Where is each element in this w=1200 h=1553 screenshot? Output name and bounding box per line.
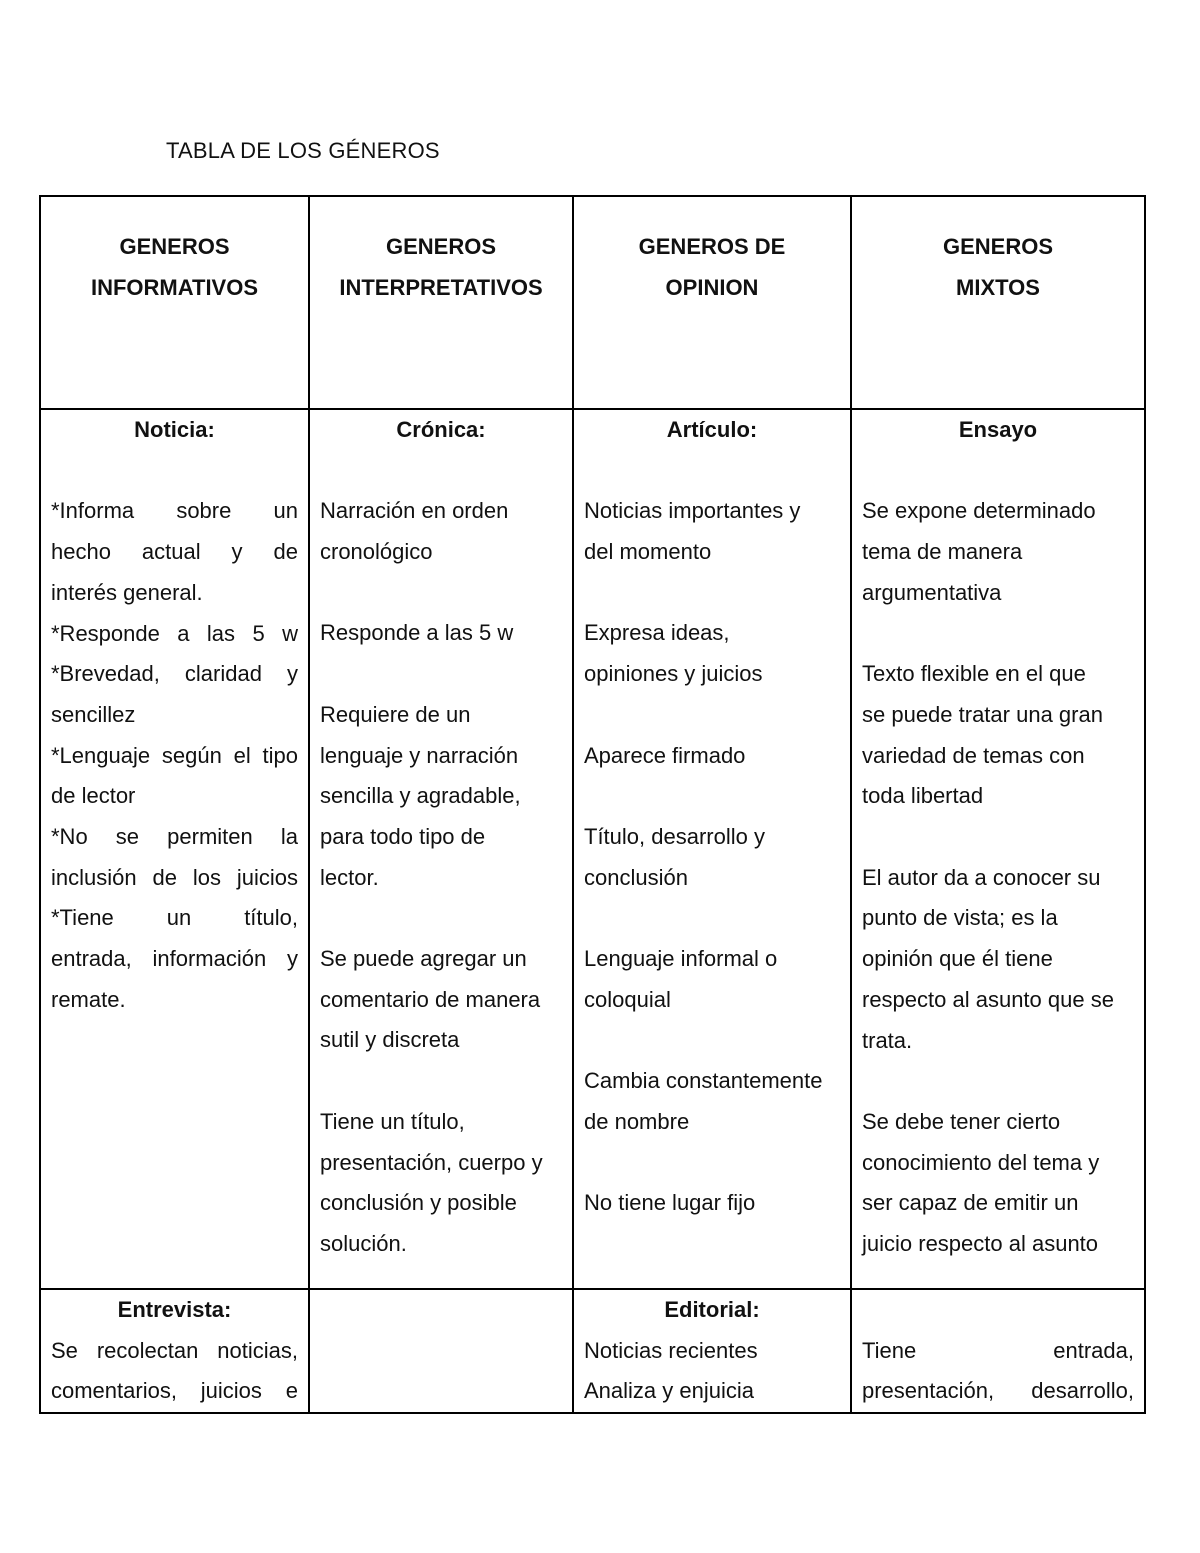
- cell-text-line: tema de manera: [862, 539, 1023, 565]
- cell-heading: Noticia:: [134, 417, 215, 442]
- cell-text-line: comentario de manera: [320, 986, 541, 1012]
- cell-text-line: Noticias importantes y: [584, 498, 801, 524]
- cell-text-line: Tiene entrada,: [862, 1337, 1134, 1363]
- cell-text-line: Responde a las 5 w: [320, 620, 514, 646]
- cell-text-line: remate.: [51, 986, 126, 1012]
- cell-heading: Entrevista:: [117, 1297, 232, 1322]
- header-informativos: [40, 196, 309, 409]
- header-line: INFORMATIVOS: [90, 275, 259, 300]
- cell-text-line: del momento: [584, 539, 712, 565]
- cell-text-line: Lenguaje informal o: [584, 946, 778, 972]
- cell-text-line: Noticias recientes: [584, 1337, 758, 1363]
- cell-text-line: presentación, desarrollo,: [862, 1378, 1134, 1404]
- header-line: INTERPRETATIVOS: [339, 275, 543, 300]
- cell-text-line: Texto flexible en el que: [862, 661, 1086, 687]
- cell-text-line: entrada, información y: [51, 946, 298, 972]
- cell-text-line: sencilla y agradable,: [320, 783, 521, 809]
- cell-text-line: Analiza y enjuicia: [584, 1378, 754, 1404]
- table-row: [40, 1289, 1145, 1413]
- cell-ensayo: [851, 409, 1145, 1289]
- header-opinion: [573, 196, 851, 409]
- cell-text-line: cronológico: [320, 539, 433, 565]
- page-title: TABLA DE LOS GÉNEROS: [166, 138, 440, 163]
- cell-text-line: de nombre: [584, 1108, 690, 1134]
- cell-text-line: Se recolectan noticias,: [51, 1337, 298, 1363]
- cell-text-line: Se expone determinado: [862, 498, 1096, 524]
- cell-text-line: *No se permiten la: [51, 824, 298, 850]
- cell-text-line: respecto al asunto que se: [862, 986, 1114, 1012]
- cell-articulo: [573, 409, 851, 1289]
- genres-table: [39, 195, 1146, 1414]
- cell-text-line: Tiene un título,: [320, 1108, 465, 1134]
- cell-text-line: *Informa sobre un: [51, 498, 298, 524]
- cell-text-line: solución.: [320, 1230, 407, 1256]
- header-line: GENEROS: [942, 234, 1054, 259]
- cell-text-line: *Responde a las 5 w: [51, 620, 298, 646]
- cell-heading: [320, 1290, 562, 1331]
- cell-noticia: [40, 409, 309, 1289]
- cell-cronica: [309, 409, 573, 1289]
- cell-heading: Crónica:: [396, 417, 486, 442]
- cell-heading: Editorial:: [664, 1297, 760, 1322]
- cell-text-line: ser capaz de emitir un: [862, 1190, 1079, 1216]
- header-interpretativos: [309, 196, 573, 409]
- cell-text-line: Expresa ideas,: [584, 620, 730, 646]
- cell-heading: Ensayo: [958, 417, 1038, 442]
- cell-text-line: *Brevedad, claridad y: [51, 661, 298, 687]
- cell-text-line: conclusión y posible: [320, 1190, 517, 1216]
- cell-text-line: para todo tipo de: [320, 823, 486, 849]
- cell-editorial: [573, 1289, 851, 1413]
- cell-text-line: lenguaje y narración: [320, 742, 519, 768]
- cell-entrevista: [40, 1289, 309, 1413]
- cell-text-line: lector.: [320, 864, 379, 890]
- table-row: [40, 409, 1145, 1289]
- cell-mixto-2: [851, 1289, 1145, 1413]
- header-mixtos: [851, 196, 1145, 409]
- cell-text-line: Aparece firmado: [584, 742, 746, 768]
- cell-text-line: argumentativa: [862, 579, 1002, 605]
- cell-text-line: No tiene lugar fijo: [584, 1190, 756, 1216]
- cell-text-line: variedad de temas con: [862, 742, 1085, 768]
- cell-text-line: conclusión: [584, 864, 688, 890]
- cell-text-line: juicio respecto al asunto: [862, 1231, 1099, 1256]
- cell-text-line: Narración en orden: [320, 498, 509, 524]
- cell-text-line: Cambia constantemente: [584, 1068, 823, 1094]
- header-line: GENEROS: [385, 234, 497, 259]
- cell-text-line: Se puede agregar un: [320, 946, 527, 972]
- header-row: [40, 196, 1145, 409]
- cell-text-line: opinión que él tiene: [862, 946, 1053, 972]
- cell-text-line: Se debe tener cierto: [862, 1108, 1061, 1134]
- cell-text-line: *Lenguaje según el tipo: [51, 742, 298, 768]
- cell-text-line: El autor da a conocer su: [862, 864, 1101, 890]
- header-line: OPINION: [665, 275, 759, 300]
- cell-text-line: punto de vista; es la: [862, 905, 1058, 931]
- cell-empty: [309, 1289, 573, 1413]
- cell-heading: [862, 1290, 1134, 1331]
- cell-text-line: coloquial: [584, 986, 671, 1012]
- cell-text-line: Requiere de un: [320, 701, 471, 727]
- cell-text-line: de lector: [51, 783, 136, 809]
- cell-text-line: inclusión de los juicios: [51, 864, 298, 890]
- cell-text-line: opiniones y juicios: [584, 661, 763, 687]
- cell-text-line: sencillez: [51, 701, 136, 727]
- header-line: MIXTOS: [956, 275, 1040, 300]
- cell-text-line: toda libertad: [862, 783, 984, 809]
- cell-text-line: Título, desarrollo y: [584, 823, 765, 849]
- cell-text-line: hecho actual y de: [51, 539, 298, 565]
- cell-text-line: interés general.: [51, 579, 203, 605]
- cell-text-line: trata.: [862, 1027, 913, 1053]
- cell-text-line: *Tiene un título,: [51, 905, 298, 931]
- header-line: GENEROS DE: [638, 234, 786, 259]
- cell-text-line: sutil y discreta: [320, 1027, 460, 1053]
- cell-text-line: conocimiento del tema y: [862, 1149, 1100, 1175]
- cell-text-line: presentación, cuerpo y: [320, 1149, 543, 1175]
- cell-text-line: se puede tratar una gran: [862, 701, 1103, 727]
- header-line: GENEROS: [119, 234, 230, 259]
- cell-text-line: comentarios, juicios e: [51, 1378, 298, 1404]
- cell-heading: Artículo:: [666, 417, 758, 442]
